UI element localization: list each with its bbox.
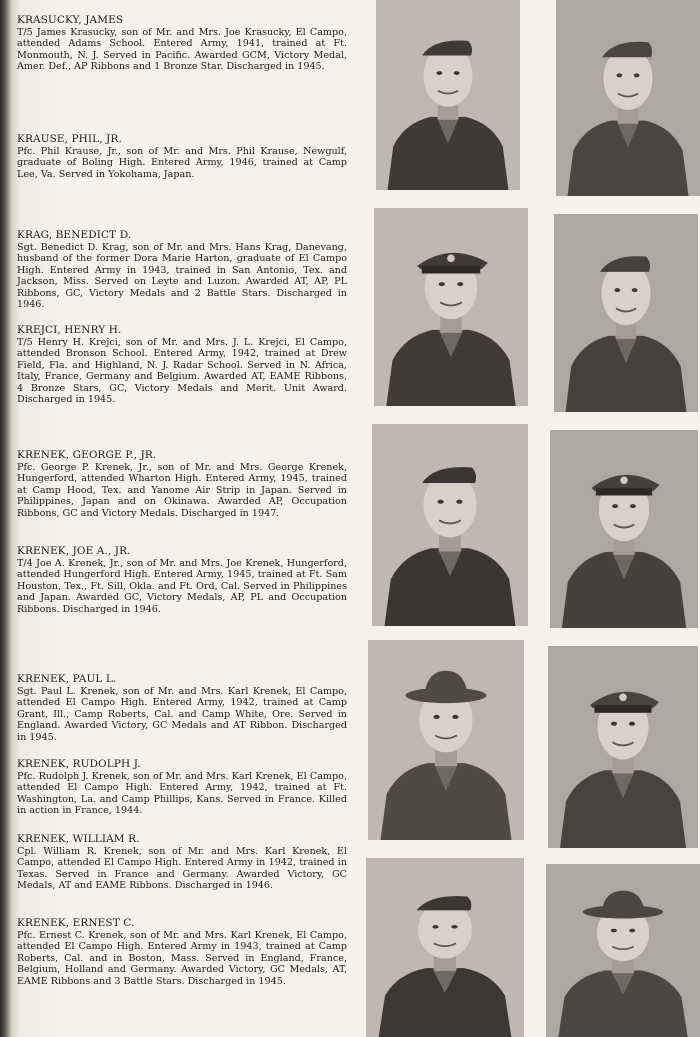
eye bbox=[457, 282, 463, 286]
entry-krag-benedict bbox=[17, 229, 347, 310]
entry-krenek-ernest bbox=[17, 917, 347, 987]
cap-band bbox=[422, 266, 481, 274]
portrait-image bbox=[376, 0, 520, 190]
eye bbox=[454, 71, 460, 75]
photo-krag-benedict bbox=[374, 208, 528, 406]
eye bbox=[629, 722, 635, 726]
cap-band bbox=[595, 705, 652, 713]
eye bbox=[612, 504, 618, 508]
entry-bio: Pfc. Ernest C. Krenek, son of Mr. and Mrs. Karl Krenek, El Campo, attended El Campo High. Entered Army in 1943, trained at Camp Roberts, Cal. and in Boston, Mass. Served in England, France, Belgium, Holland and Germany. Awarded Victory, GC Medals, AT, EAME Ribbons and 3 Battle Stars. Discharged in 1945. bbox=[17, 930, 347, 987]
eye bbox=[629, 929, 635, 932]
entry-name: KRENEK, GEORGE P., JR. bbox=[17, 449, 157, 461]
photo-krejci-henry bbox=[554, 214, 698, 412]
entry-bio: T/4 Joe A. Krenek, Jr., son of Mr. and Mrs. Joe Krenek, Hungerford, attended Hungerford High. Entered Army, 1945, trained at Ft. Sam Houston, Tex., Ft. Sill, Okla. and Ft. Ord, Cal. Served in Philippines and Japan. Awarded GC, Victory Medals, AP, PL and Occupation Ribbons. Discharged in 1946. bbox=[17, 558, 347, 615]
portrait-image bbox=[550, 430, 698, 628]
entry-name: KRENEK, PAUL L. bbox=[17, 673, 117, 685]
entry-krenek-george bbox=[17, 449, 347, 519]
eye bbox=[630, 504, 636, 508]
cap-badge bbox=[447, 254, 455, 262]
eye bbox=[611, 929, 617, 932]
entry-bio: Sgt. Benedict D. Krag, son of Mr. and Mrs. Hans Krag, Danevang, husband of the former Dora Marie Harton, graduate of El Campo High. Entered Army in 1943, trained in San Antonio, Tex. and Jackson, Miss. Served on Leyte and Luzon. Awarded AT, AP, PL Ribbons, GC, Victory Medals and 2 Battle Stars. Discharged in 1946. bbox=[17, 242, 347, 311]
photo-krenek-joe bbox=[550, 430, 698, 628]
eye bbox=[436, 71, 442, 75]
entry-name: KRAG, BENEDICT D. bbox=[17, 229, 132, 241]
portrait-image bbox=[546, 864, 700, 1037]
entry-bio: Sgt. Paul L. Krenek, son of Mr. and Mrs. Karl Krenek, El Campo, attended El Campo High. Entered Army, 1942, trained at Camp Grant, Ill., Camp Roberts, Cal. and Camp White, Ore. Served in England. Awarded Victory, GC Medals and AT Ribbon. Discharged in 1945. bbox=[17, 686, 347, 743]
eye bbox=[438, 500, 444, 504]
entry-bio: Pfc. George P. Krenek, Jr., son of Mr. and Mrs. George Krenek, Hungerford, attended Wharton High. Entered Army, 1945, trained at Camp Hood, Tex. and Yanome Air Strip in Japan. Served in Philippines, Japan and on Okinawa. Awarded AP, Occupation Ribbons, GC and Victory Medals. Discharged in 1947. bbox=[17, 462, 347, 519]
entry-bio: Pfc. Phil Krause, Jr., son of Mr. and Mrs. Phil Krause, Newgulf, graduate of Boling High. Entered Army, 1946, trained at Camp Lee, Va. Served in Yokohama, Japan. bbox=[17, 146, 347, 180]
photo-krasucky-james bbox=[376, 0, 520, 190]
portrait-image bbox=[366, 858, 524, 1037]
entry-name: KRENEK, JOE A., JR. bbox=[17, 545, 131, 557]
entry-krause-phil bbox=[17, 133, 347, 180]
photo-krenek-george bbox=[372, 424, 528, 626]
entry-krasucky-james bbox=[17, 14, 347, 73]
entry-krenek-joe bbox=[17, 545, 347, 615]
cap-band bbox=[596, 488, 652, 496]
entry-name: KRASUCKY, JAMES bbox=[17, 14, 124, 26]
eye bbox=[434, 715, 440, 719]
cap-badge bbox=[620, 476, 627, 484]
photo-krenek-ernest bbox=[546, 864, 700, 1037]
portrait-image bbox=[372, 424, 528, 626]
entry-name: KREJCI, HENRY H. bbox=[17, 324, 122, 336]
entry-krejci-henry bbox=[17, 324, 347, 405]
entry-bio: T/5 James Krasucky, son of Mr. and Mrs. Joe Krasucky, El Campo, attended Adams School. Entered Army, 1941, trained at Ft. Monmouth, N. J. Served in Pacific. Awarded GCM, Victory Medal, Amer. Def., AP Ribbons and 1 Bronze Star. Discharged in 1945. bbox=[17, 27, 347, 73]
eye bbox=[614, 288, 620, 292]
photo-krenek-paul bbox=[368, 640, 524, 840]
entry-krenek-rudolph bbox=[17, 758, 347, 817]
portrait-image bbox=[554, 214, 698, 412]
eye bbox=[616, 73, 622, 77]
entry-krenek-william bbox=[17, 833, 347, 892]
cap-badge bbox=[619, 693, 627, 701]
eye bbox=[439, 282, 445, 286]
entry-name: KRENEK, ERNEST C. bbox=[17, 917, 135, 929]
portrait-image bbox=[374, 208, 528, 406]
eye bbox=[634, 73, 640, 77]
entry-bio: Cpl. William R. Krenek, son of Mr. and Mrs. Karl Krenek, El Campo, attended El Campo High. Entered Army in 1942, trained in Texas. Served in France and Germany. Awarded Victory, GC Medals, AT and EAME Ribbons. Discharged in 1946. bbox=[17, 846, 347, 892]
portrait-image bbox=[556, 0, 700, 196]
photo-krenek-william bbox=[366, 858, 524, 1037]
entry-name: KRENEK, WILLIAM R. bbox=[17, 833, 140, 845]
entry-name: KRAUSE, PHIL, JR. bbox=[17, 133, 122, 145]
entry-krenek-paul bbox=[17, 673, 347, 743]
photo-krenek-rudolph bbox=[548, 646, 698, 848]
eye bbox=[432, 925, 438, 929]
photo-krause-phil bbox=[556, 0, 700, 196]
eye bbox=[611, 722, 617, 726]
eye bbox=[451, 925, 457, 929]
entry-name: KRENEK, RUDOLPH J. bbox=[17, 758, 141, 770]
eye bbox=[632, 288, 638, 292]
eye bbox=[456, 500, 462, 504]
entry-bio: T/5 Henry H. Krejci, son of Mr. and Mrs. J. L. Krejci, El Campo, attended Bronson School. Entered Army, 1942, trained at Drew Field, Fla. and Highland, N. J. Radar School. Served in N. Africa, Italy, France, Germany and Belgium. Awarded AT, EAME Ribbons, 4 Bronze Stars, GC, Victory Medals and Merit. Unit Award. Discharged in 1945. bbox=[17, 337, 347, 406]
portrait-image bbox=[548, 646, 698, 848]
eye bbox=[452, 715, 458, 719]
portrait-image bbox=[368, 640, 524, 840]
entry-bio: Pfc. Rudolph J. Krenek, son of Mr. and Mrs. Karl Krenek, El Campo, attended El Campo High. Entered Army, 1942, trained at Ft. Washington, La. and Camp Phillips, Kans. Served in France. Killed in action in France, 1944. bbox=[17, 771, 347, 817]
